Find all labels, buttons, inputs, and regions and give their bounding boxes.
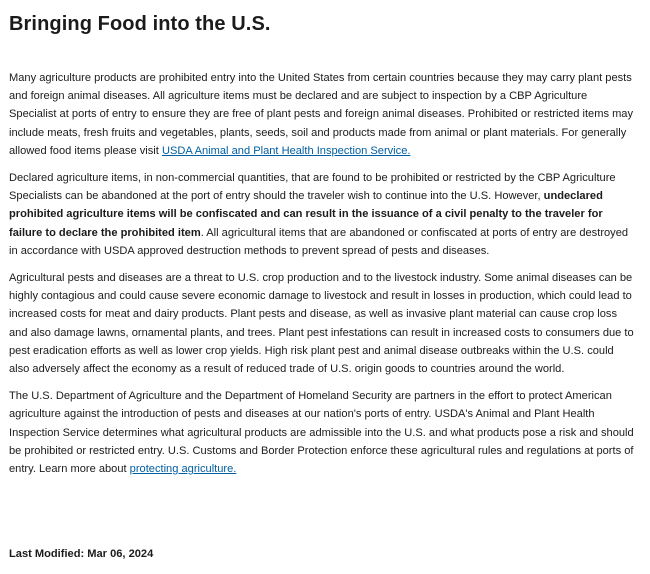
paragraph-usda-dhs	[9, 387, 636, 478]
protecting-agriculture-link[interactable]: protecting agriculture.	[129, 463, 237, 476]
paragraph-declared-items	[9, 169, 636, 260]
confiscation-warning: undeclared prohibited agriculture items will be confiscated and can result in the issuance of a civil penalty to the traveler for failure to declare the prohibited item	[9, 190, 603, 239]
paragraph-text: Agricultural pests and diseases are a threat to U.S. crop production and to the livestock industry. Some animal diseases can be highly contagious and could cause severe economic damage to livestock and result in losses in production, which could lead to increased costs for meat and dairy products. Plant pests and disease, as well as invasive plant material can cause crop loss and also damage lawns, ornamental plants, and trees. Plant pest infestations can result in increased costs to consumers due to pest eradication efforts as well as lower crop yields. High risk plant pest and animal disease outbreaks within the U.S. could also adversely affect the economy as a result of reduced trade of U.S. origin goods to countries around the world.	[9, 272, 634, 376]
paragraph-text: Many agriculture products are prohibited entry into the United States from certain countries because they may carry plant pests and foreign animal diseases. All agriculture items must be declared and are subject to inspection by a CBP Agriculture Specialist at ports of entry to ensure they are free of plant pests and foreign animal diseases. Prohibited or restricted items may include meats, fresh fruits and vegetables, plants, seeds, soil and products made from animal or plant materials. For generally allowed food items please visit	[9, 72, 634, 157]
paragraph-text: The U.S. Department of Agriculture and the Department of Homeland Security are partners in the effort to protect American agriculture against the introduction of pests and diseases at our nation's ports of entry. USDA's Animal and Plant Health Inspection Service determines what agricultural products are admissible into the U.S. and what products pose a risk and should be prohibited or restricted entry. U.S. Customs and Border Protection enforce these agricultural rules and regulations at ports of entry. Learn more about	[9, 390, 634, 476]
paragraph-text: Declared agriculture items, in non-commercial quantities, that are found to be prohibited or restricted by the CBP Agriculture Specialists can be abandoned at the port of entry should the traveler wish to continue into the U.S. However,	[9, 172, 616, 203]
article-body	[9, 69, 636, 478]
paragraph-prohibited-products	[9, 69, 636, 160]
paragraph-pests-diseases	[9, 269, 636, 378]
paragraph-text: . All agricultural items that are abandoned or confiscated at ports of entry are destroyed in accordance with USDA approved destruction methods to prevent spread of pests and diseases.	[9, 226, 629, 257]
usda-aphis-link[interactable]: USDA Animal and Plant Health Inspection Service.	[161, 144, 411, 157]
page-title: Bringing Food into the U.S.	[9, 13, 271, 35]
last-modified-date: Last Modified: Mar 06, 2024	[9, 548, 154, 560]
